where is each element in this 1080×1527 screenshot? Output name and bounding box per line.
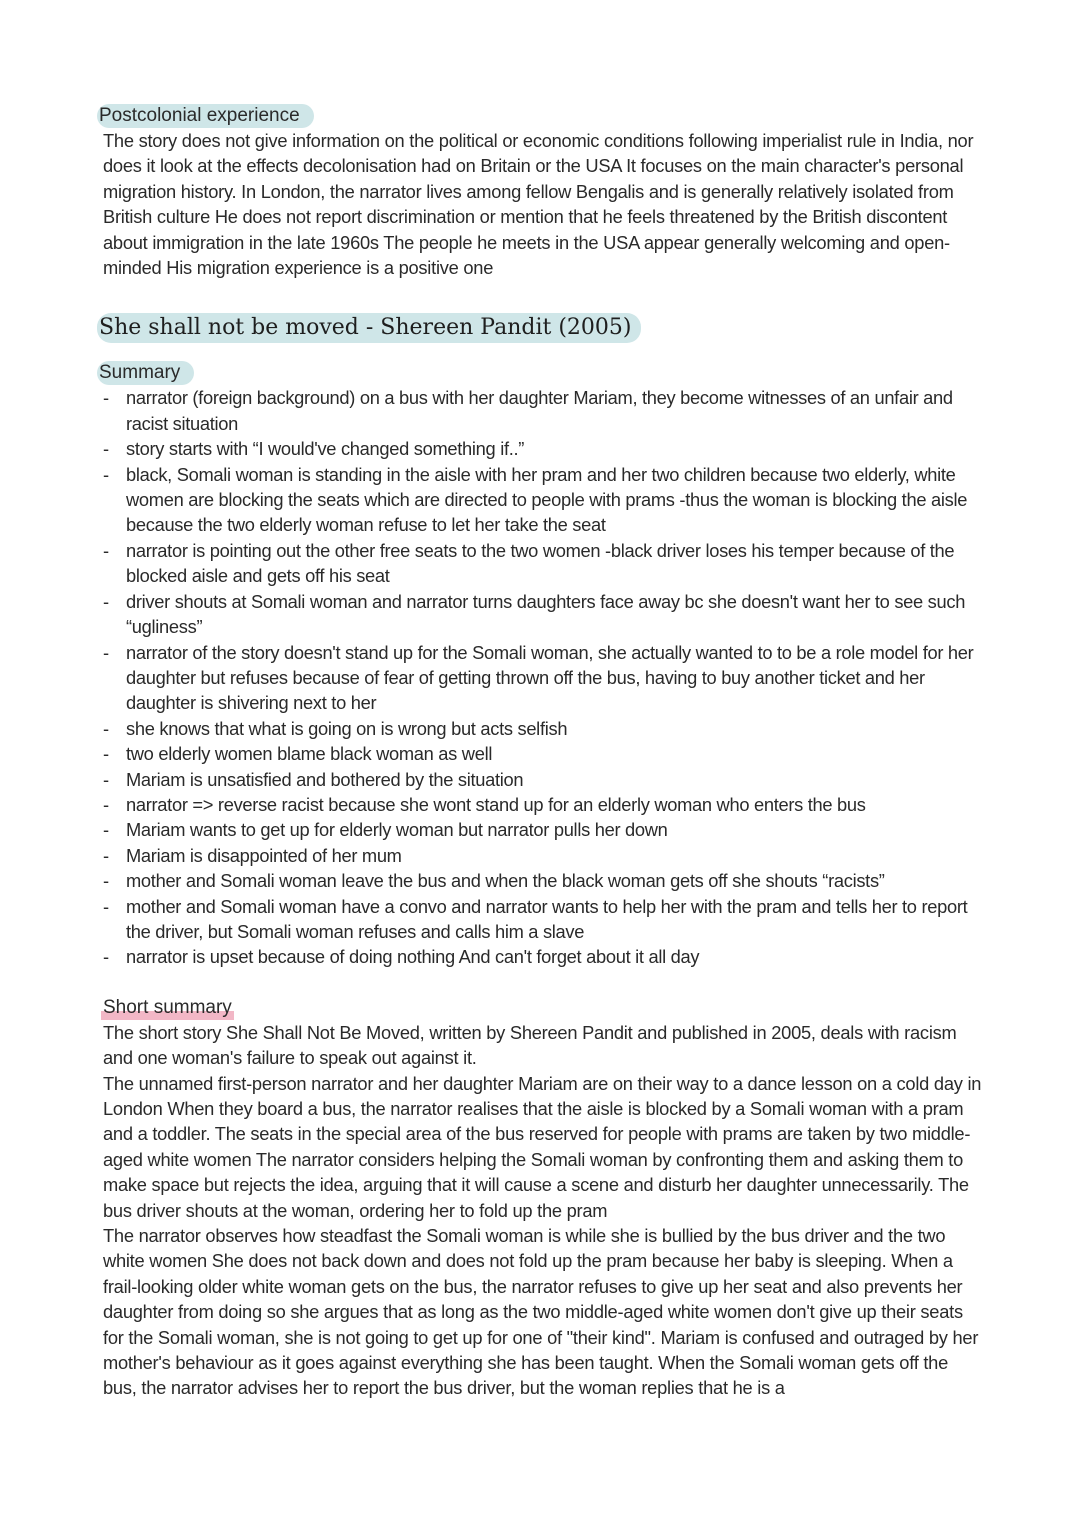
summary-bullet-item <box>103 436 983 461</box>
summary-bullet-item <box>103 817 983 842</box>
summary-bullet-item <box>103 640 983 716</box>
bullet-dash: - <box>103 895 109 917</box>
bullet-dash: - <box>103 946 109 968</box>
bullet-dash: - <box>103 768 109 790</box>
bullet-dash: - <box>103 387 109 409</box>
summary-bullet-item <box>103 741 983 766</box>
summary-bullet-item <box>103 843 983 868</box>
summary-bullet-text: Mariam wants to get up for elderly woman but narrator pulls her down <box>126 819 668 841</box>
heading-postcolonial-experience: Postcolonial experience <box>97 104 314 128</box>
summary-bullet-text: narrator of the story doesn't stand up for the Somali woman, she actually wanted to to be a role model for her daughter but refuses because of fear of getting thrown off the bus, having to buy another ticket and her daughter is shivering next to her <box>126 641 974 714</box>
summary-bullet-text: she knows that what is going on is wrong but acts selfish <box>126 717 568 739</box>
bullet-dash: - <box>103 819 109 841</box>
summary-bullet-item <box>103 944 983 969</box>
summary-bullet-text: narrator is pointing out the other free seats to the two women -black driver loses his temper because of the blocked aisle and gets off his seat <box>126 539 955 587</box>
summary-bullet-text: Mariam is unsatisfied and bothered by the situation <box>126 768 524 790</box>
document-page <box>99 104 983 1401</box>
bullet-dash: - <box>103 641 109 663</box>
summary-bullet-text: story starts with “I would've changed something if..” <box>126 438 525 460</box>
section-short-summary <box>103 996 983 1401</box>
story-title: She shall not be moved - Shereen Pandit (2005) <box>97 313 641 343</box>
bullet-dash: - <box>103 463 109 485</box>
summary-bullet-item <box>103 716 983 741</box>
summary-bullet-item <box>103 868 983 893</box>
summary-bullet-text: mother and Somali woman have a convo and narrator wants to help her with the pram and tells her to report the driver, but Somali woman refuses and calls him a slave <box>126 895 968 942</box>
summary-bullet-text: mother and Somali woman leave the bus and when the black woman gets off she shouts “racists” <box>126 870 885 892</box>
heading-summary: Summary <box>97 361 194 385</box>
short-summary-text <box>103 1020 983 1401</box>
summary-bullet-list <box>103 385 983 969</box>
short-summary-paragraph: The unnamed first-person narrator and her daughter Mariam are on their way to a dance lesson on a cold day in London When they board a bus, the narrator realises that the aisle is blocked by a Somali woman with a pram and a toddler. The seats in the special area of the bus reserved for people with prams are taken by two middle-aged white women The narrator considers helping the Somali woman by confronting them and asking them to make space but rejects the idea, arguing that it will cause a scene and disturb her daughter unnecessarily. The bus driver shouts at the woman, ordering her to fold up the pram <box>103 1072 982 1221</box>
summary-bullet-text: driver shouts at Somali woman and narrator turns daughters face away bc she doesn't want her to see such “ugliness” <box>126 590 966 638</box>
summary-bullet-item <box>103 462 983 538</box>
bullet-dash: - <box>103 743 109 765</box>
summary-bullet-item <box>103 767 983 792</box>
summary-bullet-text: Mariam is disappointed of her mum <box>126 844 402 866</box>
bullet-dash: - <box>103 793 109 815</box>
bullet-dash: - <box>103 438 109 460</box>
paragraph-postcolonial: The story does not give information on the political or economic conditions following imperialist rule in India, nor does it look at the effects decolonisation had on Britain or the USA It focuses on the main character's personal migration history. In London, the narrator lives among fellow Bengalis and is generally relatively isolated from British culture He does not report discrimination or mention that he feels threatened by the British discontent about immigration in the late 1960s The people he meets in the USA appear generally welcoming and open-minded His migration experience is a positive one <box>103 130 974 279</box>
summary-bullet-text: narrator => reverse racist because she wont stand up for an elderly woman who enters the bus <box>126 793 866 815</box>
summary-bullet-item <box>103 792 983 817</box>
summary-bullet-text: narrator is upset because of doing nothing And can't forget about it all day <box>126 946 700 968</box>
section-postcolonial <box>99 104 983 280</box>
summary-bullet-text: narrator (foreign background) on a bus with her daughter Mariam, they become witnesses of an unfair and racist situation <box>126 387 953 434</box>
summary-bullet-text: black, Somali woman is standing in the aisle with her pram and her two children because two elderly, white women are blocking the seats which are directed to people with prams -thus the woman is blocking the aisle because the two elderly woman refuse to let her take the seat <box>126 463 968 536</box>
summary-bullet-item <box>103 894 983 945</box>
summary-bullet-item <box>103 589 983 640</box>
bullet-dash: - <box>103 844 109 866</box>
short-summary-paragraph: The short story She Shall Not Be Moved, written by Shereen Pandit and published in 2005, deals with racism and one woman's failure to speak out against it. <box>103 1021 957 1069</box>
summary-bullet-text: two elderly women blame black woman as well <box>126 743 493 765</box>
summary-bullet-item <box>103 385 983 436</box>
section-summary <box>99 361 983 969</box>
bullet-dash: - <box>103 590 109 612</box>
bullet-dash: - <box>103 870 109 892</box>
story-title-block <box>99 313 983 343</box>
short-summary-paragraph: The narrator observes how steadfast the Somali woman is while she is bullied by the bus driver and the two white women She does not back down and does not fold up the pram because her baby is sleeping. When a frail-looking older white woman gets on the bus, the narrator refuses to give up her seat and also prevents her daughter from doing so she argues that as long as the two middle-aged white women don't give up their seats for the Somali woman, she is not going to get up for one of "their kind". Mariam is confused and outraged by her mother's behaviour as it goes against everything she has been taught. When the Somali woman gets off the bus, the narrator advises her to report the bus driver, but the woman replies that he is a <box>103 1225 979 1399</box>
summary-bullet-item <box>103 538 983 589</box>
bullet-dash: - <box>103 717 109 739</box>
bullet-dash: - <box>103 539 109 561</box>
heading-short-summary: Short summary <box>103 996 232 1018</box>
